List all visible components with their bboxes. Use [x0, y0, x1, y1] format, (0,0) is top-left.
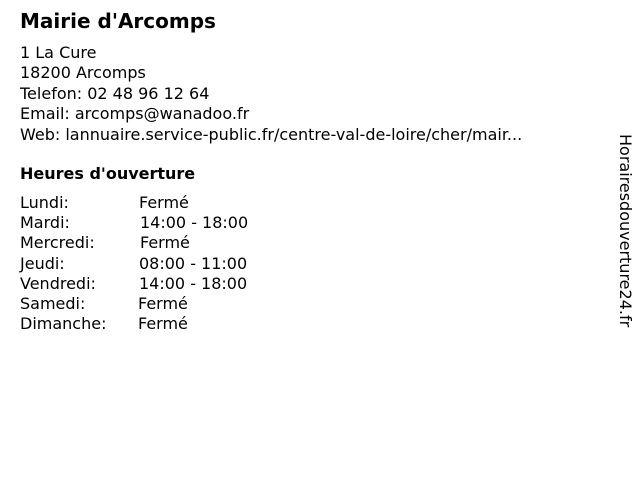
site-watermark: Horairesdouverture24.fr: [616, 134, 635, 328]
hours-row-mercredi: [20, 233, 420, 253]
hours-day-label: Lundi:: [20, 193, 69, 212]
hours-time-value: 14:00 - 18:00: [140, 213, 249, 233]
hours-row-vendredi: [20, 274, 420, 294]
street-address: 1 La Cure: [20, 43, 97, 62]
website-url: Web: lannuaire.service-public.fr/centre-val-de-loire/cher/mair...: [20, 124, 523, 144]
opening-hours-table: [20, 193, 420, 334]
hours-row-mardi: [20, 213, 420, 233]
hours-day-label: Dimanche:: [20, 314, 107, 334]
email-address: Email: arcomps@wanadoo.fr: [20, 104, 250, 124]
hours-row-jeudi: [20, 254, 420, 274]
hours-time-value: 08:00 - 11:00: [139, 253, 248, 273]
hours-day-label: Vendredi:: [20, 273, 96, 293]
phone-number: Telefon: 02 48 96 12 64: [20, 83, 210, 103]
hours-time-value: Fermé: [138, 314, 188, 334]
hours-day-label: Jeudi:: [20, 253, 65, 273]
hours-day-label: Mercredi:: [20, 233, 95, 253]
hours-day-label: Mardi:: [20, 213, 70, 233]
hours-time-value: Fermé: [140, 233, 190, 253]
hours-row-lundi: [20, 193, 420, 213]
hours-time-value: Fermé: [139, 193, 189, 212]
contact-block: [20, 43, 522, 145]
city-postcode: 18200 Arcomps: [20, 63, 146, 83]
hours-row-samedi: [20, 294, 420, 314]
page-title: Mairie d'Arcomps: [20, 9, 216, 33]
opening-hours-heading: Heures d'ouverture: [20, 164, 196, 183]
hours-day-label: Samedi:: [20, 293, 86, 313]
hours-time-value: 14:00 - 18:00: [139, 273, 248, 293]
hours-row-dimanche: [20, 314, 420, 334]
hours-time-value: Fermé: [138, 293, 188, 313]
